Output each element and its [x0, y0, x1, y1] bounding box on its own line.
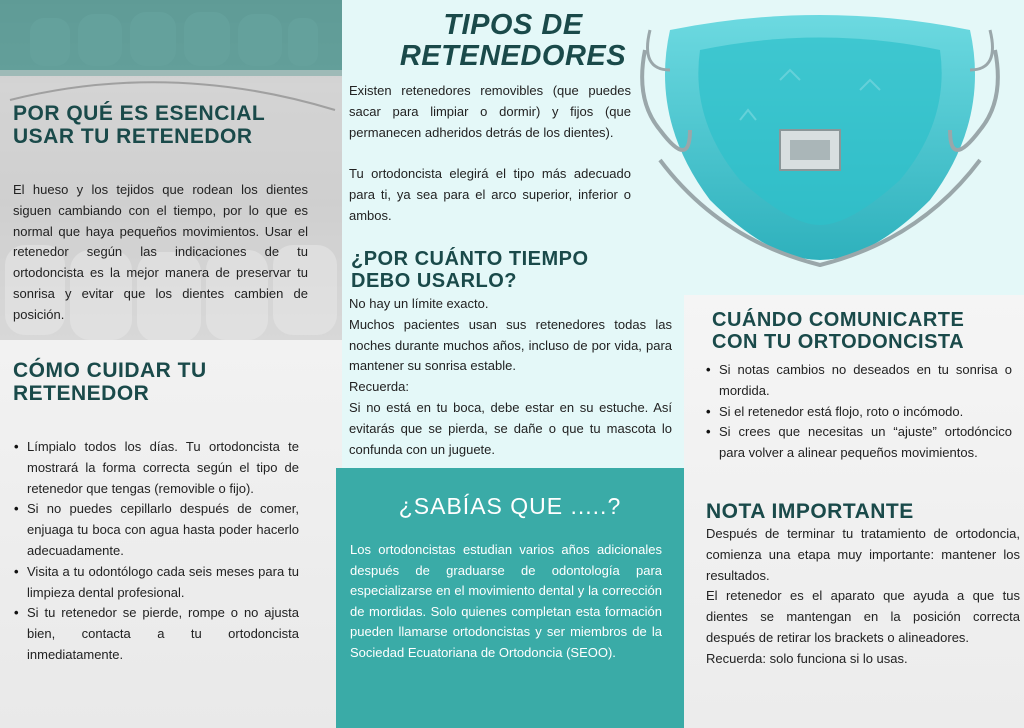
duration-p4: Si no está en tu boca, debe estar en su estuche. Así evitarás que se pierda, se dañe o que tu mascota lo confunda con un juguete.: [349, 399, 672, 457]
duration-title-line2: DEBO USARLO?: [351, 270, 517, 292]
care-list: [14, 437, 299, 666]
section-why-essential: [13, 102, 333, 148]
care-title-line2: RETENEDOR: [13, 382, 150, 406]
list-item: • Si notas cambios no deseados en tu sonrisa o mordida.: [706, 360, 1012, 402]
duration-p2: Muchos pacientes usan sus retenedores todas las noches durante muchos años, incluso de por vida, para mantener su sonrisa estable.: [349, 316, 672, 374]
teal-band: [0, 0, 342, 76]
nota-p1: Después de terminar tu tratamiento de ortodoncia, comienza una etapa muy importante: mantener los resultados.: [706, 526, 1020, 583]
when-contact-title: [712, 309, 1017, 353]
why-essential-title-line2: USAR TU RETENEDOR: [13, 125, 253, 149]
list-item: • Límpialo todos los días. Tu ortodoncista te mostrará la forma correcta según el tipo de retenedor que tengas (removible o fijo).: [14, 437, 299, 499]
sabias-heading: [336, 494, 684, 519]
tipos-title-line1: TIPOS DE: [443, 9, 583, 41]
tipos-title-line2: RETENEDORES: [399, 39, 627, 72]
nota-p3: Recuerda: solo funciona si lo usas.: [706, 650, 908, 666]
nota-p2: El retenedor es el aparato que ayuda a que tus dientes se mantengan en la posición correcta después de retirar los brackets o alineadores.: [706, 588, 1020, 645]
care-title: [13, 359, 333, 405]
duration-title-line1: ¿POR CUÁNTO TIEMPO: [351, 248, 589, 270]
care-title-line1: CÓMO CUIDAR TU: [13, 359, 207, 382]
tipos-body-2: Tu ortodoncista elegirá el tipo más adecuado para ti, ya sea para el arco superior, inferior o ambos.: [349, 166, 631, 223]
retainer-image: [630, 10, 1010, 275]
duration-title: [351, 248, 681, 292]
list-item: • Si tu retenedor se pierde, rompe o no ajusta bien, contacta a tu ortodoncista inmediatamente.: [14, 603, 299, 665]
list-item: • Si no puedes cepillarlo después de comer, enjuaga tu boca con agua hasta poder hacerlo adecuadamente.: [14, 499, 299, 561]
when-contact-title-line1: CUÁNDO COMUNICARTE: [712, 309, 965, 331]
nota-title: NOTA IMPORTANTE: [706, 500, 914, 523]
why-essential-title-line1: POR QUÉ ES ESENCIAL: [13, 102, 266, 125]
sabias-title: ¿SABÍAS QUE .....?: [398, 493, 622, 519]
when-contact-title-line2: CON TU ORTODONCISTA: [712, 331, 965, 353]
sabias-body: Los ortodoncistas estudian varios años adicionales después de graduarse de odontología para especializarse en el movimiento dental y la corrección de mordidas. Solo quienes completan esta formación pueden llamarse ortodoncistas y ser miembros de la Sociedad Ecuatoriana de Ortodoncia (SEOO).: [350, 542, 662, 660]
tipos-heading: [342, 10, 684, 71]
duration-body: [349, 294, 672, 460]
why-essential-body: El hueso y los tejidos que rodean los dientes siguen cambiando con el tiempo, por lo que es normal que haya pequeños movimientos. Usar el retenedor según las indicaciones de tu ortodoncista es la mejor manera de preservar tu sonrisa y evitar que los dientes cambien de posición.: [13, 182, 308, 322]
list-item: • Si el retenedor está flojo, roto o incómodo.: [706, 402, 1012, 423]
duration-p3: Recuerda:: [349, 379, 409, 395]
when-contact-list: [706, 360, 1012, 464]
nota-body: [706, 524, 1020, 670]
list-item: • Si crees que necesitas un “ajuste” ortodóncico para volver a alinear pequeños movimientos.: [706, 422, 1012, 464]
duration-p1: No hay un límite exacto.: [349, 296, 489, 311]
list-item: • Visita a tu odontólogo cada seis meses para tu limpieza dental profesional.: [14, 562, 299, 604]
section-care: [13, 359, 333, 405]
section-duration: [351, 248, 681, 292]
tipos-title: [342, 10, 684, 71]
tipos-body-1: Existen retenedores removibles (que puedes sacar para limpiar o dormir) y fijos (que permanecen adheridos detrás de los dientes).: [349, 83, 631, 140]
section-when-contact: [712, 309, 1017, 353]
why-essential-title: [13, 102, 333, 148]
